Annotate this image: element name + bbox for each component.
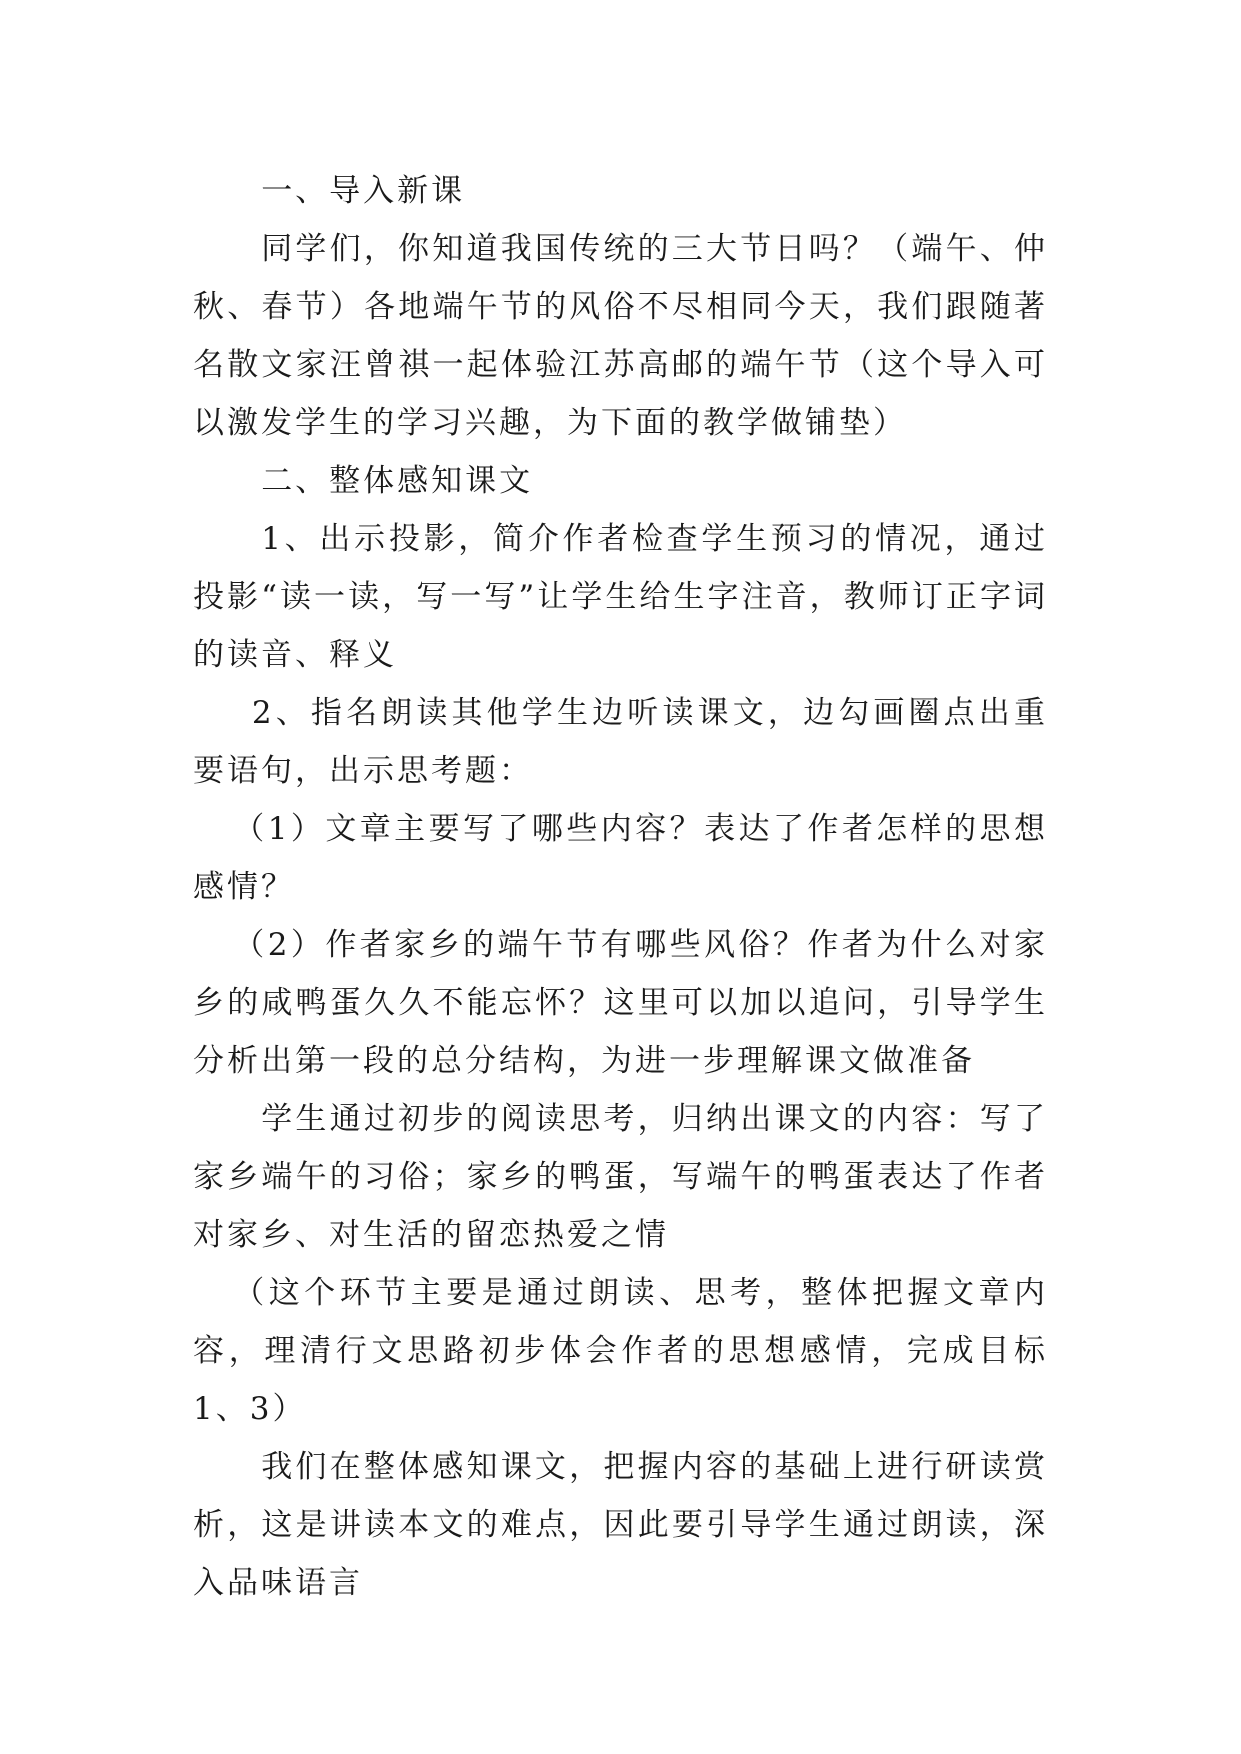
paragraph-intro: 同学们，你知道我国传统的三大节日吗？（端午、仲秋、春节）各地端午节的风俗不尽相同今天，我们跟随著名散文家汪曾祺一起体验江苏高邮的端午节（这个导入可以激发学生的学习兴趣，为下面的教学做铺垫） [193,231,1048,441]
paragraph-step-2: 2、指名朗读其他学生边听读课文，边勾画圈点出重要语句，出示思考题： [193,695,1048,789]
question-1: （1）文章主要写了哪些内容？表达了作者怎样的思想感情？ [193,811,1048,905]
paragraph-note: （这个环节主要是通过朗读、思考，整体把握文章内容，理清行文思路初步体会作者的思想感情，完成目标1、3） [193,1275,1048,1427]
paragraph-summary: 学生通过初步的阅读思考，归纳出课文的内容：写了家乡端午的习俗；家乡的鸭蛋，写端午的鸭蛋表达了作者对家乡、对生活的留恋热爱之情 [193,1101,1048,1253]
section-heading-overview: 二、整体感知课文 [261,463,534,499]
question-2: （2）作者家乡的端午节有哪些风俗？作者为什么对家乡的咸鸭蛋久久不能忘怀？这里可以加以追问，引导学生分析出第一段的总分结构，为进一步理解课文做准备 [193,927,1048,1079]
document-body [193,162,1048,1612]
section-heading-intro: 一、导入新课 [261,173,466,209]
paragraph-transition: 我们在整体感知课文，把握内容的基础上进行研读赏析，这是讲读本文的难点，因此要引导学生通过朗读，深入品味语言 [193,1449,1048,1601]
paragraph-step-1: 1、出示投影，简介作者检查学生预习的情况，通过投影“读一读，写一写”让学生给生字注音，教师订正字词的读音、释义 [193,521,1048,673]
